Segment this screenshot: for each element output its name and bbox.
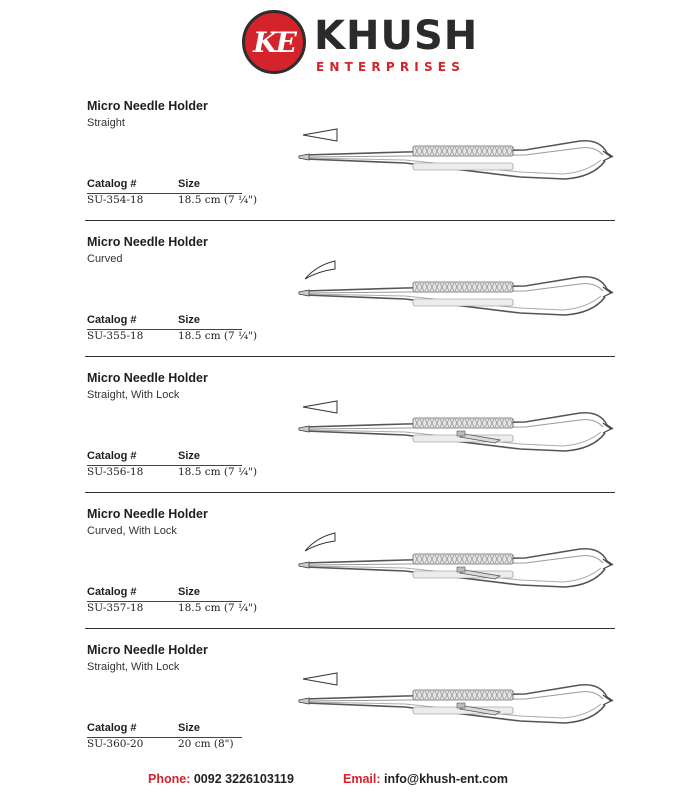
size-header: Size [178,450,201,462]
product-title: Micro Needle Holder [87,507,208,521]
jaw-tip [299,154,309,160]
email-label: Email: [343,772,381,786]
size-value: 18.5 cm (7 ¼") [178,194,258,206]
jaw-tip [299,698,309,704]
knurled-grip [413,146,513,156]
catalog-header: Catalog # [87,178,137,190]
size-value: 18.5 cm (7 ¼") [178,330,258,342]
product-section [0,643,689,779]
needle-holder-illustration [295,529,625,609]
section-divider [85,492,615,493]
product-title: Micro Needle Holder [87,643,208,657]
tip-profile-icon [305,261,335,279]
needle-holder-illustration [295,393,625,473]
contact-footer [0,772,689,792]
catalog-header: Catalog # [87,314,137,326]
size-header: Size [178,586,201,598]
catalog-header: Catalog # [87,450,137,462]
product-subtitle: Straight [87,117,125,129]
product-title: Micro Needle Holder [87,371,208,385]
product-title: Micro Needle Holder [87,235,208,249]
phone-number: 0092 3226103119 [193,772,294,786]
catalog-header: Catalog # [87,586,137,598]
product-subtitle: Curved, With Lock [87,525,177,537]
product-section [0,235,689,371]
phone-label: Phone: [148,772,191,786]
size-header: Size [178,314,201,326]
knurled-grip [413,282,513,292]
lower-grip [413,299,513,306]
size-header: Size [178,722,201,734]
company-logo [242,10,482,80]
email-contact [343,772,508,786]
logo-mark: KE [253,26,295,59]
brand-subtitle: ENTERPRISES [316,60,466,74]
needle-holder-illustration [295,257,625,337]
section-divider [85,220,615,221]
catalog-number: SU-357-18 [87,602,144,614]
email-address[interactable]: info@khush-ent.com [384,772,508,786]
size-value: 18.5 cm (7 ¼") [178,602,258,614]
catalog-number: SU-355-18 [87,330,144,342]
needle-holder-illustration [295,665,625,745]
product-section [0,507,689,643]
jaw-tip [299,562,309,568]
tip-profile-icon [305,533,335,551]
size-value: 18.5 cm (7 ¼") [178,466,258,478]
jaw-tip [299,290,309,296]
product-section [0,371,689,507]
section-divider [85,628,615,629]
product-subtitle: Straight, With Lock [87,389,180,401]
phone-contact [148,772,294,786]
brand-name: KHUSH [314,13,479,59]
catalog-number: SU-354-18 [87,194,144,206]
knurled-grip [413,690,513,700]
lower-grip [413,163,513,170]
catalog-number: SU-356-18 [87,466,144,478]
section-divider [85,356,615,357]
catalog-number: SU-360-20 [87,738,144,750]
product-subtitle: Straight, With Lock [87,661,180,673]
tip-profile-icon [303,129,337,141]
knurled-grip [413,418,513,428]
tip-profile-icon [303,401,337,413]
catalog-header: Catalog # [87,722,137,734]
lock-pin [457,431,465,436]
size-header: Size [178,178,201,190]
knurled-grip [413,554,513,564]
logo-badge [242,10,306,74]
product-subtitle: Curved [87,253,123,265]
needle-holder-illustration [295,121,625,201]
size-value: 20 cm (8") [178,738,234,750]
jaw-tip [299,426,309,432]
product-section [0,99,689,235]
product-title: Micro Needle Holder [87,99,208,113]
lock-pin [457,703,465,708]
lock-pin [457,567,465,572]
tip-profile-icon [303,673,337,685]
